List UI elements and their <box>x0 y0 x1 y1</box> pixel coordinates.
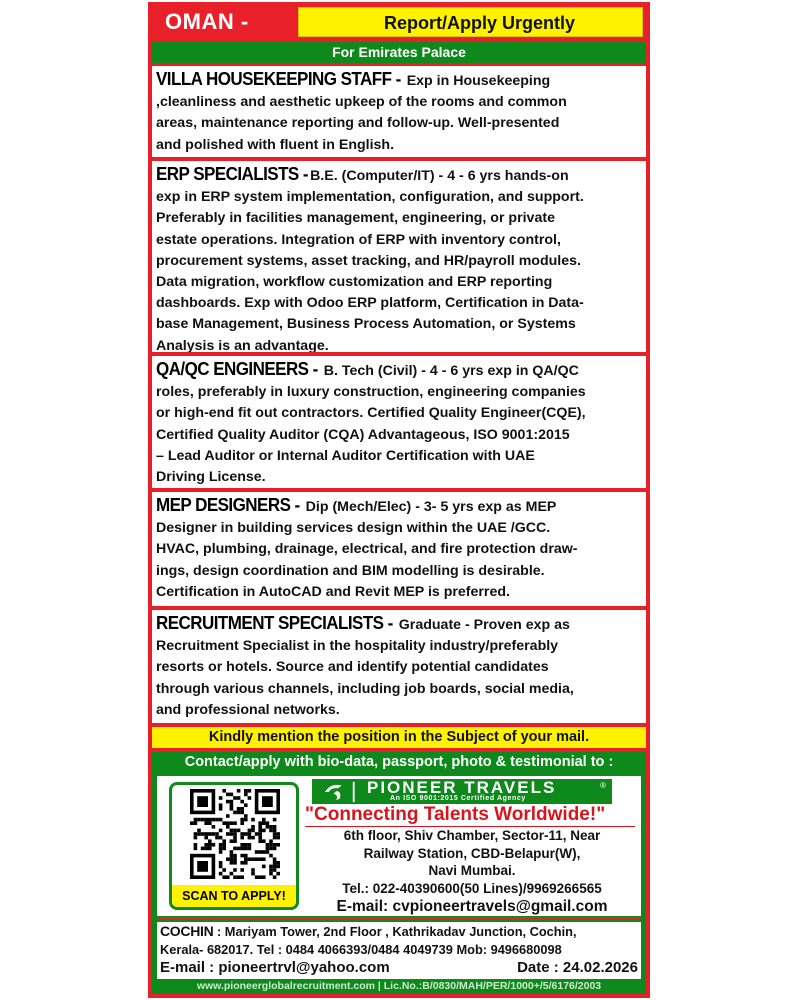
job-description-line <box>156 636 642 657</box>
job-description-line <box>156 208 642 229</box>
job-description-line <box>156 679 642 700</box>
job-description-line <box>156 135 642 156</box>
job-section <box>152 66 646 157</box>
job-description-line <box>156 293 642 314</box>
job-description-line <box>156 446 642 467</box>
job-description-line <box>156 582 642 603</box>
scan-to-apply-label: SCAN TO APPLY! <box>172 885 296 907</box>
job-description-line <box>156 612 642 636</box>
telephone: Tel.: 022-40390600(50 Lines)/9969266565 <box>342 880 602 896</box>
client-banner: For Emirates Palace <box>152 42 646 63</box>
job-description-text: Graduate - Proven exp as <box>394 617 570 633</box>
address-line: Railway Station, CBD-Belapur(W), <box>363 845 581 861</box>
email-link[interactable]: E-mail: cvpioneertravels@gmail.com <box>336 898 608 915</box>
job-description-line <box>156 113 642 134</box>
footer-website-license[interactable]: www.pioneerglobalrecruitment.com | Lic.No.:B/0830/MAH/PER/1000+/5/6176/2003 <box>196 980 602 992</box>
job-poster <box>148 2 650 998</box>
job-description-text: B. Tech (Civil) - 4 - 6 yrs exp in QA/QC <box>319 363 579 379</box>
job-description-text: areas, maintenance reporting and follow-up. Well-presented <box>156 115 560 132</box>
job-description-text: Designer in building services design within the UAE /GCC. <box>156 520 551 537</box>
job-title: ERP SPECIALISTS - <box>156 163 309 184</box>
job-description-line <box>156 336 642 352</box>
qr-code-icon <box>190 789 280 879</box>
job-title: MEP DESIGNERS - <box>156 494 300 515</box>
address-line: 6th floor, Shiv Chamber, Sector-11, Near <box>343 828 601 843</box>
job-description-text: dashboards. Exp with Odoo ERP platform, Certification in Data- <box>156 295 584 312</box>
cochin-email[interactable]: E-mail : pioneertrvl@yahoo.com <box>160 959 390 976</box>
qr-code[interactable] <box>169 782 299 910</box>
job-title: RECRUITMENT SPECIALISTS - <box>156 612 393 633</box>
job-description-text: HVAC, plumbing, drainage, electrical, and fire protection draw- <box>156 541 578 558</box>
job-section <box>152 356 646 488</box>
job-section <box>152 492 646 606</box>
job-description-text: estate operations. Integration of ERP with inventory control, <box>156 231 561 248</box>
cochin-office <box>157 922 641 979</box>
job-description-line <box>156 657 642 678</box>
mumbai-address <box>307 827 637 916</box>
job-description-line <box>156 494 642 518</box>
job-description-text: Driving License. <box>156 469 266 486</box>
job-description-text: Preferably in facilities management, engineering, or private <box>156 210 555 227</box>
job-title: VILLA HOUSEKEEPING STAFF - <box>156 68 401 89</box>
address-line: Navi Mumbai. <box>428 863 516 878</box>
job-description-line <box>156 382 642 403</box>
notice-banner: Kindly mention the position in the Subject of your mail. <box>152 727 646 748</box>
cochin-address: : Mariyam Tower, 2nd Floor , Kathrikadav Junction, Cochin, <box>216 924 577 939</box>
job-description-text: through various channels, including job boards, social media, <box>156 680 574 697</box>
job-description-text: exp in ERP system implementation, configuration, and support. <box>156 189 584 206</box>
tagline: "Connecting Talents Worldwide!" <box>305 804 606 825</box>
job-description-text: and polished with fluent in English. <box>156 136 395 153</box>
job-description-line <box>156 163 642 187</box>
job-description-text: Recruitment Specialist in the hospitality industry/preferably <box>156 638 559 655</box>
job-description-line <box>156 700 642 721</box>
job-section <box>152 610 646 723</box>
job-description-line <box>156 314 642 335</box>
job-description-line <box>156 425 642 446</box>
company-logo <box>312 779 612 804</box>
job-description-line <box>156 68 642 92</box>
job-description-text: base Management, Business Process Automation, or Systems <box>156 316 576 333</box>
job-description-line <box>156 467 642 488</box>
country-label: OMAN - <box>165 9 249 34</box>
iso-label: An ISO 9001:2015 Certified Agency <box>390 795 526 802</box>
section-divider <box>157 917 641 920</box>
job-description-text: roles, preferably in luxury construction, engineering companies <box>156 384 586 401</box>
job-description-line <box>156 539 642 560</box>
job-description-text: Analysis is an advantage. <box>156 337 329 352</box>
job-description-text: B.E. (Computer/IT) - 4 - 6 yrs hands-on <box>310 168 569 184</box>
contact-heading: Contact/apply with bio-data, passport, photo & testimonial to : <box>184 754 614 770</box>
job-description-line <box>156 358 642 382</box>
job-description-text: ,cleanliness and aesthetic upkeep of the rooms and common <box>156 94 567 111</box>
job-description-text: procurement systems, asset tracking, and HR/payroll modules. <box>156 252 581 269</box>
job-description-text: or high-end fit out contractors. Certified Quality Engineer(CQE), <box>156 405 586 422</box>
job-description-line <box>156 251 642 272</box>
company-name: PIONEER TRAVELS <box>367 778 557 797</box>
urgent-banner <box>298 7 643 37</box>
job-description-line <box>156 403 642 424</box>
job-description-text: ings, design coordination and BIM modelling is desirable. <box>156 562 545 579</box>
pioneer-logo-icon <box>318 780 358 804</box>
header <box>153 5 645 38</box>
cochin-phone: Kerala- 682017. Tel : 0484 4066393/0484 4049739 Mob: 9496680098 <box>160 942 562 957</box>
job-description-text: – Lead Auditor or Internal Auditor Certification with UAE <box>156 447 535 464</box>
cochin-label: COCHIN <box>160 923 214 939</box>
job-description-line <box>156 187 642 208</box>
job-description-line <box>156 518 642 539</box>
contact-box <box>152 752 646 994</box>
registered-mark: ® <box>600 781 606 790</box>
job-section <box>152 161 646 352</box>
job-description-line <box>156 272 642 293</box>
job-description-line <box>156 561 642 582</box>
job-description-text: Exp in Housekeeping <box>402 73 551 89</box>
urgent-text: Report/Apply Urgently <box>384 13 576 33</box>
job-description-text: resorts or hotels. Source and identify potential candidates <box>156 659 549 676</box>
job-description-text: and professional networks. <box>156 701 340 718</box>
job-description-text: Dip (Mech/Elec) - 3- 5 yrs exp as MEP <box>301 499 557 515</box>
job-description-text: Certification in AutoCAD and Revit MEP is preferred. <box>156 583 510 600</box>
date: Date : 24.02.2026 <box>517 959 638 976</box>
contact-panel <box>157 776 641 916</box>
job-title: QA/QC ENGINEERS - <box>156 358 318 379</box>
job-description-line <box>156 230 642 251</box>
job-description-text: Data migration, workflow customization and ERP reporting <box>156 274 553 291</box>
job-description-text: Certified Quality Auditor (CQA) Advantageous, ISO 9001:2015 <box>156 426 570 443</box>
job-description-line <box>156 92 642 113</box>
